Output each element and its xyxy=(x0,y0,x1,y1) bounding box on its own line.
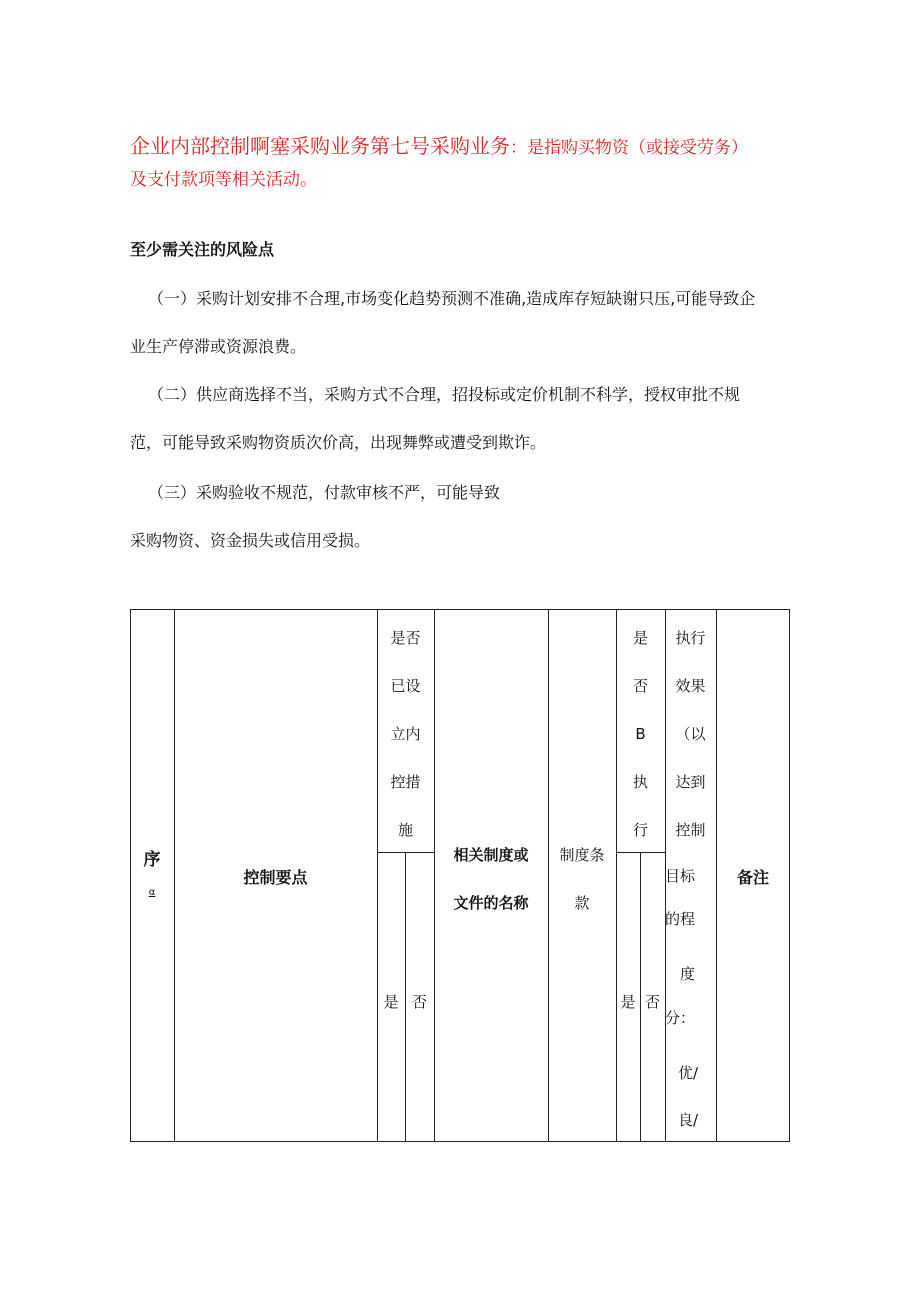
header-seq: 序 xyxy=(143,850,161,870)
paragraph-2b: 范，可能导致采购物资质次价高，出现舞弊或遭受到欺诈。 xyxy=(130,433,547,452)
header-effect-line: （以 xyxy=(675,725,706,743)
title-main: 企业内部控制啊塞采购业务第七号采购业务 xyxy=(130,134,510,158)
header-established-line: 施 xyxy=(397,821,413,839)
paragraph-1a: （一）采购计划安排不合理,市场变化趋势预测不准确,造成库存短缺谢只压,可能导致企 xyxy=(148,289,756,308)
title-rest: ：是指购买物资（或接受劳务） xyxy=(510,138,748,158)
header-remark: 备注 xyxy=(736,868,769,887)
header-effect-line: 效果 xyxy=(675,677,706,695)
table-border-left xyxy=(130,609,131,1142)
paragraph-2a: （二）供应商选择不当，采购方式不合理，招投标或定价机制不科学，授权审批不规 xyxy=(148,385,741,404)
header-executed-line: 是 xyxy=(632,629,648,647)
table-border-top xyxy=(130,609,790,610)
header-executed-line: B xyxy=(635,725,646,743)
paragraph-3b: 采购物资、资金损失或信用受损。 xyxy=(130,531,371,550)
header-policy-name xyxy=(434,831,548,927)
executed-no: 否 xyxy=(644,993,660,1011)
title-line2: 及支付款项等相关活动。 xyxy=(130,170,317,190)
paragraph-3a: （三）采购验收不规范，付款审核不严，可能导致 xyxy=(148,483,501,502)
paragraph-1b: 业生产停滞或资源浪费。 xyxy=(130,337,307,356)
header-executed-line: 否 xyxy=(632,677,648,695)
header-control-point: 控制要点 xyxy=(243,868,308,887)
executed-yes: 是 xyxy=(620,993,636,1011)
header-executed-line: 行 xyxy=(632,821,648,839)
header-established-line: 控措 xyxy=(390,773,421,791)
header-established-line: 立内 xyxy=(390,725,421,743)
header-policy-line: 文件的名称 xyxy=(453,894,529,912)
header-effect-line: 达到 xyxy=(675,773,706,791)
effect-line-6: 目标 xyxy=(665,867,696,885)
header-clause-line: 款 xyxy=(574,894,590,912)
header-established xyxy=(377,614,434,854)
control-table xyxy=(130,609,790,1142)
header-clause-line: 制度条 xyxy=(559,846,605,864)
document-title xyxy=(130,130,748,159)
header-established-line: 是否 xyxy=(390,629,421,647)
established-no: 否 xyxy=(411,993,427,1011)
header-effect xyxy=(665,614,716,854)
effect-line-9: 分： xyxy=(665,1009,696,1027)
effect-line-10: 优/ xyxy=(678,1064,699,1082)
header-policy-line: 相关制度或 xyxy=(453,846,529,864)
effect-line-7: 的程 xyxy=(665,910,696,928)
effect-line-11: 良/ xyxy=(678,1111,699,1129)
established-yes: 是 xyxy=(383,993,399,1011)
header-effect-line: 控制 xyxy=(675,821,706,839)
effect-line-8: 度 xyxy=(680,965,696,983)
risk-heading: 至少需关注的风险点 xyxy=(130,240,275,259)
header-effect-line: 执行 xyxy=(675,629,706,647)
header-executed xyxy=(616,614,665,854)
table-border-bottom xyxy=(130,1141,790,1142)
header-clause xyxy=(548,831,616,927)
header-established-line: 已设 xyxy=(390,677,421,695)
header-executed-line: 执 xyxy=(632,773,648,791)
header-seq-sub: α xyxy=(148,887,156,898)
